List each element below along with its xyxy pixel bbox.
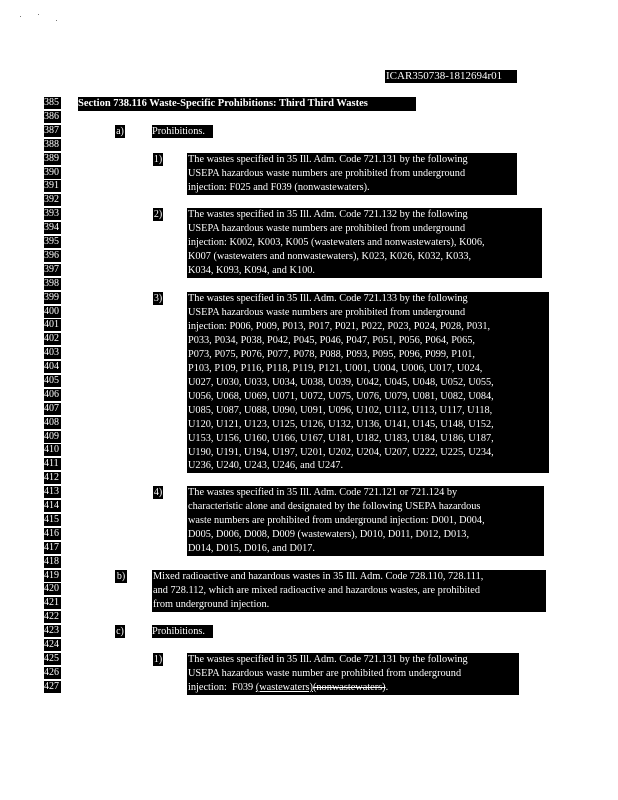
scan-speck [56,20,57,21]
item-a3-block [187,292,549,473]
line-number: 406 [44,389,59,400]
item-a3-line: The wastes specified in 35 Ill. Adm. Code 721.133 by the following [188,293,468,304]
inserted-text: (wastewaters) [255,682,313,693]
item-a2-line: K034, K093, K094, and K100. [188,265,315,276]
line-number: 408 [44,417,59,428]
item-a3-line: P033, P034, P038, P042, P045, P046, P047, P051, P056, P064, P065, [188,335,475,346]
item-a1-marker: 1) [153,154,163,165]
line-number: 425 [44,653,59,664]
item-a2-marker: 2) [153,209,163,220]
line-number: 401 [44,319,59,330]
line-number: 394 [44,222,59,233]
subsection-b-line: from underground injection. [153,599,270,610]
item-a3-line: U190, U191, U194, U197, U201, U202, U204, U207, U222, U225, U234, [188,447,494,458]
line-number: 414 [44,500,59,511]
line-number: 415 [44,514,59,525]
line-number: 393 [44,208,59,219]
subsection-c-marker: c) [116,626,124,637]
item-c1-prefix: injection: F039 [188,682,256,693]
line-number: 395 [44,236,59,247]
item-c1-last-line [188,681,388,695]
section-title: Section 738.116 Waste-Specific Prohibitions: Third Third Wastes [78,97,416,111]
line-number: 423 [44,625,59,636]
item-a4-line: D005, D006, D008, D009 (wastewaters), D010, D011, D012, D013, [188,529,470,540]
line-number: 416 [44,528,59,539]
line-number: 398 [44,278,59,289]
item-c1-suffix: . [385,682,389,693]
item-a4-line: characteristic alone and designated by the following USEPA hazardous [188,501,481,512]
item-a2-line: USEPA hazardous waste numbers are prohibited from underground [188,223,466,234]
item-a4-line: The wastes specified in 35 Ill. Adm. Code 721.121 or 721.124 by [188,487,458,498]
subsection-b-line: and 728.112, which are mixed radioactive and hazardous wastes, are prohibited [153,585,481,596]
item-a4-line: waste numbers are prohibited from underground injection: D001, D004, [188,515,485,526]
item-a3-line: U056, U068, U069, U071, U072, U075, U076, U079, U081, U082, U084, [188,391,494,402]
scan-speck [20,16,21,17]
subsection-b-block [152,570,546,612]
line-number: 417 [44,542,59,553]
line-number: 403 [44,347,59,358]
item-a1-block [187,153,517,195]
line-number: 419 [44,570,59,581]
line-number: 402 [44,333,59,344]
item-a2-line: injection: K002, K003, K005 (wastewaters and nonwastewaters), K006, [188,237,485,248]
line-number: 420 [44,583,59,594]
item-a1-line: The wastes specified in 35 Ill. Adm. Code 721.131 by the following [188,154,468,165]
line-number: 387 [44,125,59,136]
line-number: 392 [44,194,59,205]
item-c1-marker: 1) [153,654,163,665]
line-number: 424 [44,639,59,650]
item-a4-block [187,486,544,556]
line-number: 411 [44,458,61,470]
line-number: 397 [44,264,59,275]
item-a3-line: U120, U121, U123, U125, U126, U132, U136, U141, U145, U148, U152, [188,419,494,430]
line-number: 386 [44,111,59,122]
item-a2-line: K007 (wastewaters and nonwastewaters), K023, K026, K032, K033, [188,251,472,262]
item-a3-line: P103, P109, P116, P118, P119, P121, U001, U004, U006, U017, U024, [188,363,483,374]
item-c1-line: The wastes specified in 35 Ill. Adm. Code 721.131 by the following [188,654,468,665]
line-number: 409 [44,431,59,442]
item-c1-line: USEPA hazardous waste number are prohibited from underground [188,668,462,679]
line-number: 400 [44,306,59,317]
line-number: 389 [44,153,59,164]
item-a1-line: USEPA hazardous waste numbers are prohibited from underground [188,168,466,179]
line-number: 422 [44,611,59,622]
line-number: 404 [44,361,59,372]
item-a3-line: U236, U240, U243, U246, and U247. [188,460,344,471]
document-id: ICAR350738-1812694r01 [385,70,517,83]
item-a3-marker: 3) [153,293,163,304]
line-number: 418 [44,556,59,567]
item-a4-marker: 4) [153,487,163,498]
line-number: 405 [44,375,59,386]
subsection-c-heading: Prohibitions. [152,625,213,638]
subsection-b-line: Mixed radioactive and hazardous wastes in 35 Ill. Adm. Code 728.110, 728.111, [153,571,484,582]
line-number: 412 [44,472,59,483]
item-a2-block [187,208,542,278]
line-number: 399 [44,292,59,303]
item-a2-line: The wastes specified in 35 Ill. Adm. Code 721.132 by the following [188,209,468,220]
item-a3-line: U153, U156, U160, U166, U167, U181, U182, U183, U184, U186, U187, [188,433,494,444]
line-number: 390 [44,167,59,178]
item-a4-line: D014, D015, D016, and D017. [188,543,315,554]
line-number: 410 [44,444,59,455]
subsection-a-marker: a) [116,126,124,137]
item-a3-line: P073, P075, P076, P077, P078, P088, P093, P095, P096, P099, P101, [188,349,475,360]
deleted-text: (nonwastewaters) [312,682,386,693]
item-a3-line: U085, U087, U088, U090, U091, U096, U102, U112, U113, U117, U118, [188,405,493,416]
line-number: 388 [44,139,59,150]
line-number: 385 [44,97,59,108]
subsection-a-heading: Prohibitions. [152,125,213,138]
item-c1-block [187,653,519,695]
item-a3-line: U027, U030, U033, U034, U038, U039, U042, U045, U048, U052, U055, [188,377,494,388]
line-number: 427 [44,681,59,692]
line-number: 391 [44,180,59,191]
scan-speck [38,14,39,15]
subsection-b-marker: b) [116,571,126,582]
line-number: 413 [44,486,59,497]
line-number: 396 [44,250,59,261]
line-number: 426 [44,667,59,678]
line-number: 421 [44,597,59,608]
item-a3-line: USEPA hazardous waste numbers are prohibited from underground [188,307,466,318]
line-number: 407 [44,403,59,414]
item-a1-line: injection: F025 and F039 (nonwastewaters). [188,182,370,193]
item-a3-line: injection: P006, P009, P013, P017, P021, P022, P023, P024, P028, P031, [188,321,491,332]
